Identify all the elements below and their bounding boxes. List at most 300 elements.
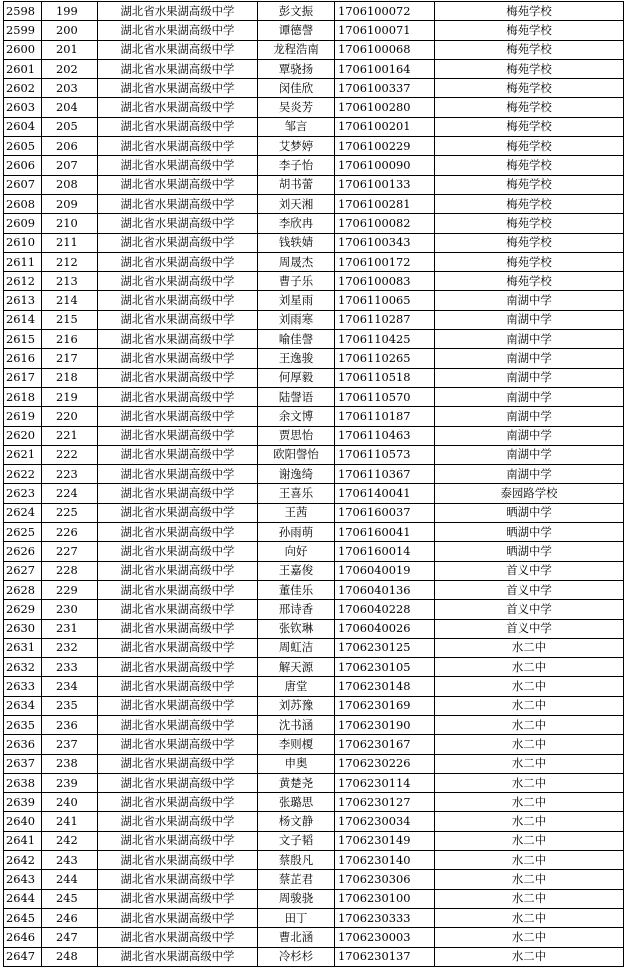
table-row	[4, 947, 624, 966]
admitting-school-cell: 湖北省水果湖高级中学	[98, 773, 258, 792]
table-row	[4, 580, 624, 599]
admitting-school-cell: 湖北省水果湖高级中学	[98, 137, 258, 156]
student-name-cell: 李则榎	[258, 735, 335, 754]
admitting-school-cell: 湖北省水果湖高级中学	[98, 330, 258, 349]
admitting-school-cell: 湖北省水果湖高级中学	[98, 754, 258, 773]
graduating-school-cell: 首义中学	[435, 600, 624, 619]
student-name-cell: 胡书蕾	[258, 175, 335, 194]
serial-number-cell: 2626	[4, 542, 42, 561]
student-name-cell: 杨文静	[258, 812, 335, 831]
serial-number-cell: 2607	[4, 175, 42, 194]
student-id-cell: 1706100072	[335, 2, 435, 21]
serial-number-cell: 2608	[4, 194, 42, 213]
admitting-school-cell: 湖北省水果湖高级中学	[98, 117, 258, 136]
table-row	[4, 368, 624, 387]
table-row	[4, 98, 624, 117]
student-id-cell: 1706100280	[335, 98, 435, 117]
rank-cell: 234	[42, 677, 98, 696]
rank-cell: 232	[42, 638, 98, 657]
admitting-school-cell: 湖北省水果湖高级中学	[98, 812, 258, 831]
student-id-cell: 1706100164	[335, 59, 435, 78]
student-name-cell: 唐堂	[258, 677, 335, 696]
table-row	[4, 175, 624, 194]
graduating-school-cell: 水二中	[435, 715, 624, 734]
admitting-school-cell: 湖北省水果湖高级中学	[98, 368, 258, 387]
rank-cell: 238	[42, 754, 98, 773]
student-id-cell: 1706160037	[335, 503, 435, 522]
student-id-cell: 1706110463	[335, 426, 435, 445]
table-row	[4, 214, 624, 233]
student-name-cell: 刘天湘	[258, 194, 335, 213]
student-id-cell: 1706110518	[335, 368, 435, 387]
serial-number-cell: 2618	[4, 387, 42, 406]
table-row	[4, 349, 624, 368]
student-name-cell: 刘雨寒	[258, 310, 335, 329]
admitting-school-cell: 湖北省水果湖高级中学	[98, 407, 258, 426]
rank-cell: 248	[42, 947, 98, 966]
student-name-cell: 向好	[258, 542, 335, 561]
rank-cell: 217	[42, 349, 98, 368]
table-row	[4, 484, 624, 503]
serial-number-cell: 2634	[4, 696, 42, 715]
student-id-cell: 1706100083	[335, 272, 435, 291]
graduating-school-cell: 梅苑学校	[435, 59, 624, 78]
table-row	[4, 619, 624, 638]
serial-number-cell: 2604	[4, 117, 42, 136]
table-row	[4, 561, 624, 580]
serial-number-cell: 2620	[4, 426, 42, 445]
student-name-cell: 黄楚尧	[258, 773, 335, 792]
admitting-school-cell: 湖北省水果湖高级中学	[98, 658, 258, 677]
graduating-school-cell: 首义中学	[435, 561, 624, 580]
graduating-school-cell: 水二中	[435, 677, 624, 696]
admitting-school-cell: 湖北省水果湖高级中学	[98, 194, 258, 213]
student-id-cell: 1706160041	[335, 523, 435, 542]
serial-number-cell: 2622	[4, 465, 42, 484]
rank-cell: 223	[42, 465, 98, 484]
table-row	[4, 677, 624, 696]
admitting-school-cell: 湖北省水果湖高级中学	[98, 252, 258, 271]
admitting-school-cell: 湖北省水果湖高级中学	[98, 928, 258, 947]
admitting-school-cell: 湖北省水果湖高级中学	[98, 947, 258, 966]
student-name-cell: 王茜	[258, 503, 335, 522]
graduating-school-cell: 梅苑学校	[435, 214, 624, 233]
table-row	[4, 928, 624, 947]
table-row	[4, 600, 624, 619]
student-name-cell: 蔡殷凡	[258, 851, 335, 870]
table-row	[4, 793, 624, 812]
student-id-cell: 1706230149	[335, 831, 435, 850]
serial-number-cell: 2600	[4, 40, 42, 59]
admitting-school-cell: 湖北省水果湖高级中学	[98, 619, 258, 638]
graduating-school-cell: 水二中	[435, 658, 624, 677]
serial-number-cell: 2601	[4, 59, 42, 78]
serial-number-cell: 2617	[4, 368, 42, 387]
graduating-school-cell: 水二中	[435, 870, 624, 889]
table-row	[4, 658, 624, 677]
serial-number-cell: 2605	[4, 137, 42, 156]
serial-number-cell: 2603	[4, 98, 42, 117]
rank-cell: 235	[42, 696, 98, 715]
student-id-cell: 1706100201	[335, 117, 435, 136]
rank-cell: 204	[42, 98, 98, 117]
graduating-school-cell: 晒湖中学	[435, 542, 624, 561]
rank-cell: 229	[42, 580, 98, 599]
rank-cell: 245	[42, 889, 98, 908]
admitting-school-cell: 湖北省水果湖高级中学	[98, 503, 258, 522]
graduating-school-cell: 水二中	[435, 773, 624, 792]
rank-cell: 239	[42, 773, 98, 792]
serial-number-cell: 2612	[4, 272, 42, 291]
admitting-school-cell: 湖北省水果湖高级中学	[98, 445, 258, 464]
student-name-cell: 蔡芷君	[258, 870, 335, 889]
serial-number-cell: 2639	[4, 793, 42, 812]
serial-number-cell: 2647	[4, 947, 42, 966]
student-id-cell: 1706230333	[335, 908, 435, 927]
student-name-cell: 王嘉俊	[258, 561, 335, 580]
student-id-cell: 1706100133	[335, 175, 435, 194]
table-row	[4, 233, 624, 252]
admitting-school-cell: 湖北省水果湖高级中学	[98, 677, 258, 696]
table-row	[4, 387, 624, 406]
table-row	[4, 445, 624, 464]
student-name-cell: 周骏骁	[258, 889, 335, 908]
serial-number-cell: 2644	[4, 889, 42, 908]
student-id-cell: 1706230148	[335, 677, 435, 696]
graduating-school-cell: 首义中学	[435, 580, 624, 599]
table-row	[4, 773, 624, 792]
student-name-cell: 周虹洁	[258, 638, 335, 657]
student-id-cell: 1706110065	[335, 291, 435, 310]
student-name-cell: 喻佳謦	[258, 330, 335, 349]
table-row	[4, 59, 624, 78]
student-id-cell: 1706110287	[335, 310, 435, 329]
student-id-cell: 1706230003	[335, 928, 435, 947]
serial-number-cell: 2633	[4, 677, 42, 696]
graduating-school-cell: 水二中	[435, 928, 624, 947]
student-name-cell: 彭文振	[258, 2, 335, 21]
serial-number-cell: 2627	[4, 561, 42, 580]
student-id-cell: 1706230167	[335, 735, 435, 754]
serial-number-cell: 2635	[4, 715, 42, 734]
rank-cell: 220	[42, 407, 98, 426]
graduating-school-cell: 梅苑学校	[435, 252, 624, 271]
admitting-school-cell: 湖北省水果湖高级中学	[98, 484, 258, 503]
rank-cell: 213	[42, 272, 98, 291]
admitting-school-cell: 湖北省水果湖高级中学	[98, 233, 258, 252]
student-id-cell: 1706100229	[335, 137, 435, 156]
table-row	[4, 870, 624, 889]
serial-number-cell: 2641	[4, 831, 42, 850]
student-id-cell: 1706230140	[335, 851, 435, 870]
rank-cell: 225	[42, 503, 98, 522]
table-row	[4, 21, 624, 40]
admitting-school-cell: 湖北省水果湖高级中学	[98, 349, 258, 368]
graduating-school-cell: 南湖中学	[435, 368, 624, 387]
student-id-cell: 1706230190	[335, 715, 435, 734]
table-row	[4, 407, 624, 426]
rank-cell: 203	[42, 79, 98, 98]
admitting-school-cell: 湖北省水果湖高级中学	[98, 870, 258, 889]
student-id-cell: 1706100068	[335, 40, 435, 59]
graduating-school-cell: 水二中	[435, 851, 624, 870]
graduating-school-cell: 晒湖中学	[435, 503, 624, 522]
table-row	[4, 291, 624, 310]
graduating-school-cell: 水二中	[435, 793, 624, 812]
student-id-cell: 1706110573	[335, 445, 435, 464]
graduating-school-cell: 泰园路学校	[435, 484, 624, 503]
student-id-cell: 1706110570	[335, 387, 435, 406]
admitting-school-cell: 湖北省水果湖高级中学	[98, 21, 258, 40]
student-id-cell: 1706110187	[335, 407, 435, 426]
serial-number-cell: 2602	[4, 79, 42, 98]
rank-cell: 216	[42, 330, 98, 349]
rank-cell: 201	[42, 40, 98, 59]
student-name-cell: 欧阳謦怡	[258, 445, 335, 464]
graduating-school-cell: 梅苑学校	[435, 2, 624, 21]
student-name-cell: 余文博	[258, 407, 335, 426]
serial-number-cell: 2619	[4, 407, 42, 426]
graduating-school-cell: 水二中	[435, 638, 624, 657]
student-id-cell: 1706230306	[335, 870, 435, 889]
serial-number-cell: 2646	[4, 928, 42, 947]
admitting-school-cell: 湖北省水果湖高级中学	[98, 600, 258, 619]
table-row	[4, 426, 624, 445]
admitting-school-cell: 湖北省水果湖高级中学	[98, 831, 258, 850]
student-id-cell: 1706230169	[335, 696, 435, 715]
rank-cell: 221	[42, 426, 98, 445]
rank-cell: 243	[42, 851, 98, 870]
admitting-school-cell: 湖北省水果湖高级中学	[98, 426, 258, 445]
serial-number-cell: 2629	[4, 600, 42, 619]
student-id-cell: 1706040136	[335, 580, 435, 599]
graduating-school-cell: 晒湖中学	[435, 523, 624, 542]
student-name-cell: 贾思怡	[258, 426, 335, 445]
graduating-school-cell: 梅苑学校	[435, 156, 624, 175]
graduating-school-cell: 梅苑学校	[435, 79, 624, 98]
student-name-cell: 李子怡	[258, 156, 335, 175]
rank-cell: 241	[42, 812, 98, 831]
student-id-cell: 1706110265	[335, 349, 435, 368]
student-id-cell: 1706230226	[335, 754, 435, 773]
student-name-cell: 邹言	[258, 117, 335, 136]
serial-number-cell: 2610	[4, 233, 42, 252]
admitting-school-cell: 湖北省水果湖高级中学	[98, 465, 258, 484]
rank-cell: 242	[42, 831, 98, 850]
graduating-school-cell: 南湖中学	[435, 407, 624, 426]
student-id-cell: 1706040228	[335, 600, 435, 619]
rank-cell: 206	[42, 137, 98, 156]
serial-number-cell: 2628	[4, 580, 42, 599]
student-id-cell: 1706100281	[335, 194, 435, 213]
table-row	[4, 542, 624, 561]
rank-cell: 200	[42, 21, 98, 40]
student-id-cell: 1706040026	[335, 619, 435, 638]
table-row	[4, 523, 624, 542]
serial-number-cell: 2636	[4, 735, 42, 754]
admitting-school-cell: 湖北省水果湖高级中学	[98, 889, 258, 908]
student-name-cell: 刘苏豫	[258, 696, 335, 715]
student-name-cell: 邢诗香	[258, 600, 335, 619]
rank-cell: 244	[42, 870, 98, 889]
table-row	[4, 137, 624, 156]
student-name-cell: 覃骁扬	[258, 59, 335, 78]
graduating-school-cell: 南湖中学	[435, 387, 624, 406]
graduating-school-cell: 梅苑学校	[435, 137, 624, 156]
rank-cell: 210	[42, 214, 98, 233]
rank-cell: 233	[42, 658, 98, 677]
admitting-school-cell: 湖北省水果湖高级中学	[98, 715, 258, 734]
table-row	[4, 715, 624, 734]
student-name-cell: 陆謦语	[258, 387, 335, 406]
rank-cell: 228	[42, 561, 98, 580]
table-row	[4, 889, 624, 908]
graduating-school-cell: 南湖中学	[435, 291, 624, 310]
graduating-school-cell: 梅苑学校	[435, 40, 624, 59]
graduating-school-cell: 首义中学	[435, 619, 624, 638]
student-name-cell: 钱轶婧	[258, 233, 335, 252]
graduating-school-cell: 水二中	[435, 889, 624, 908]
rank-cell: 227	[42, 542, 98, 561]
student-id-cell: 1706230114	[335, 773, 435, 792]
serial-number-cell: 2598	[4, 2, 42, 21]
student-name-cell: 曹子乐	[258, 272, 335, 291]
serial-number-cell: 2621	[4, 445, 42, 464]
rank-cell: 205	[42, 117, 98, 136]
graduating-school-cell: 梅苑学校	[435, 98, 624, 117]
admitting-school-cell: 湖北省水果湖高级中学	[98, 580, 258, 599]
table-row	[4, 79, 624, 98]
rank-cell: 212	[42, 252, 98, 271]
table-row	[4, 696, 624, 715]
table-row	[4, 330, 624, 349]
graduating-school-cell: 梅苑学校	[435, 272, 624, 291]
serial-number-cell: 2642	[4, 851, 42, 870]
graduating-school-cell: 水二中	[435, 754, 624, 773]
student-name-cell: 曹北涵	[258, 928, 335, 947]
table-row	[4, 831, 624, 850]
student-name-cell: 龙程浩南	[258, 40, 335, 59]
serial-number-cell: 2624	[4, 503, 42, 522]
graduating-school-cell: 水二中	[435, 947, 624, 966]
student-name-cell: 谭德謦	[258, 21, 335, 40]
graduating-school-cell: 南湖中学	[435, 426, 624, 445]
student-id-cell: 1706100343	[335, 233, 435, 252]
table-row	[4, 2, 624, 21]
student-id-cell: 1706040019	[335, 561, 435, 580]
graduating-school-cell: 梅苑学校	[435, 21, 624, 40]
admission-list-table	[3, 1, 624, 967]
table-body	[4, 2, 624, 967]
student-name-cell: 王喜乐	[258, 484, 335, 503]
student-name-cell: 王逸骏	[258, 349, 335, 368]
rank-cell: 237	[42, 735, 98, 754]
admitting-school-cell: 湖北省水果湖高级中学	[98, 156, 258, 175]
admitting-school-cell: 湖北省水果湖高级中学	[98, 98, 258, 117]
serial-number-cell: 2632	[4, 658, 42, 677]
admitting-school-cell: 湖北省水果湖高级中学	[98, 40, 258, 59]
admitting-school-cell: 湖北省水果湖高级中学	[98, 638, 258, 657]
admitting-school-cell: 湖北省水果湖高级中学	[98, 79, 258, 98]
rank-cell: 247	[42, 928, 98, 947]
graduating-school-cell: 梅苑学校	[435, 117, 624, 136]
serial-number-cell: 2630	[4, 619, 42, 638]
student-name-cell: 申奥	[258, 754, 335, 773]
admitting-school-cell: 湖北省水果湖高级中学	[98, 793, 258, 812]
student-id-cell: 1706230034	[335, 812, 435, 831]
rank-cell: 199	[42, 2, 98, 21]
student-name-cell: 田丁	[258, 908, 335, 927]
graduating-school-cell: 水二中	[435, 696, 624, 715]
student-id-cell: 1706100337	[335, 79, 435, 98]
table-row	[4, 465, 624, 484]
graduating-school-cell: 梅苑学校	[435, 194, 624, 213]
student-id-cell: 1706100090	[335, 156, 435, 175]
serial-number-cell: 2631	[4, 638, 42, 657]
student-id-cell: 1706140041	[335, 484, 435, 503]
table-row	[4, 908, 624, 927]
student-id-cell: 1706230105	[335, 658, 435, 677]
admitting-school-cell: 湖北省水果湖高级中学	[98, 387, 258, 406]
admitting-school-cell: 湖北省水果湖高级中学	[98, 561, 258, 580]
serial-number-cell: 2643	[4, 870, 42, 889]
serial-number-cell: 2613	[4, 291, 42, 310]
admitting-school-cell: 湖北省水果湖高级中学	[98, 542, 258, 561]
table-row	[4, 194, 624, 213]
graduating-school-cell: 水二中	[435, 908, 624, 927]
serial-number-cell: 2623	[4, 484, 42, 503]
table-row	[4, 812, 624, 831]
serial-number-cell: 2606	[4, 156, 42, 175]
admitting-school-cell: 湖北省水果湖高级中学	[98, 272, 258, 291]
rank-cell: 207	[42, 156, 98, 175]
admitting-school-cell: 湖北省水果湖高级中学	[98, 214, 258, 233]
rank-cell: 222	[42, 445, 98, 464]
serial-number-cell: 2614	[4, 310, 42, 329]
serial-number-cell: 2609	[4, 214, 42, 233]
serial-number-cell: 2599	[4, 21, 42, 40]
graduating-school-cell: 梅苑学校	[435, 233, 624, 252]
table-row	[4, 503, 624, 522]
student-id-cell: 1706100071	[335, 21, 435, 40]
rank-cell: 214	[42, 291, 98, 310]
table-row	[4, 754, 624, 773]
student-id-cell: 1706100172	[335, 252, 435, 271]
rank-cell: 236	[42, 715, 98, 734]
rank-cell: 215	[42, 310, 98, 329]
admitting-school-cell: 湖北省水果湖高级中学	[98, 59, 258, 78]
graduating-school-cell: 梅苑学校	[435, 175, 624, 194]
table-row	[4, 638, 624, 657]
student-name-cell: 董佳乐	[258, 580, 335, 599]
student-name-cell: 李欣冉	[258, 214, 335, 233]
rank-cell: 246	[42, 908, 98, 927]
rank-cell: 231	[42, 619, 98, 638]
student-name-cell: 孙雨萌	[258, 523, 335, 542]
graduating-school-cell: 水二中	[435, 735, 624, 754]
graduating-school-cell: 南湖中学	[435, 349, 624, 368]
student-id-cell: 1706230100	[335, 889, 435, 908]
serial-number-cell: 2625	[4, 523, 42, 542]
admitting-school-cell: 湖北省水果湖高级中学	[98, 291, 258, 310]
serial-number-cell: 2616	[4, 349, 42, 368]
admitting-school-cell: 湖北省水果湖高级中学	[98, 696, 258, 715]
serial-number-cell: 2638	[4, 773, 42, 792]
student-name-cell: 艾梦婷	[258, 137, 335, 156]
rank-cell: 211	[42, 233, 98, 252]
rank-cell: 209	[42, 194, 98, 213]
rank-cell: 226	[42, 523, 98, 542]
